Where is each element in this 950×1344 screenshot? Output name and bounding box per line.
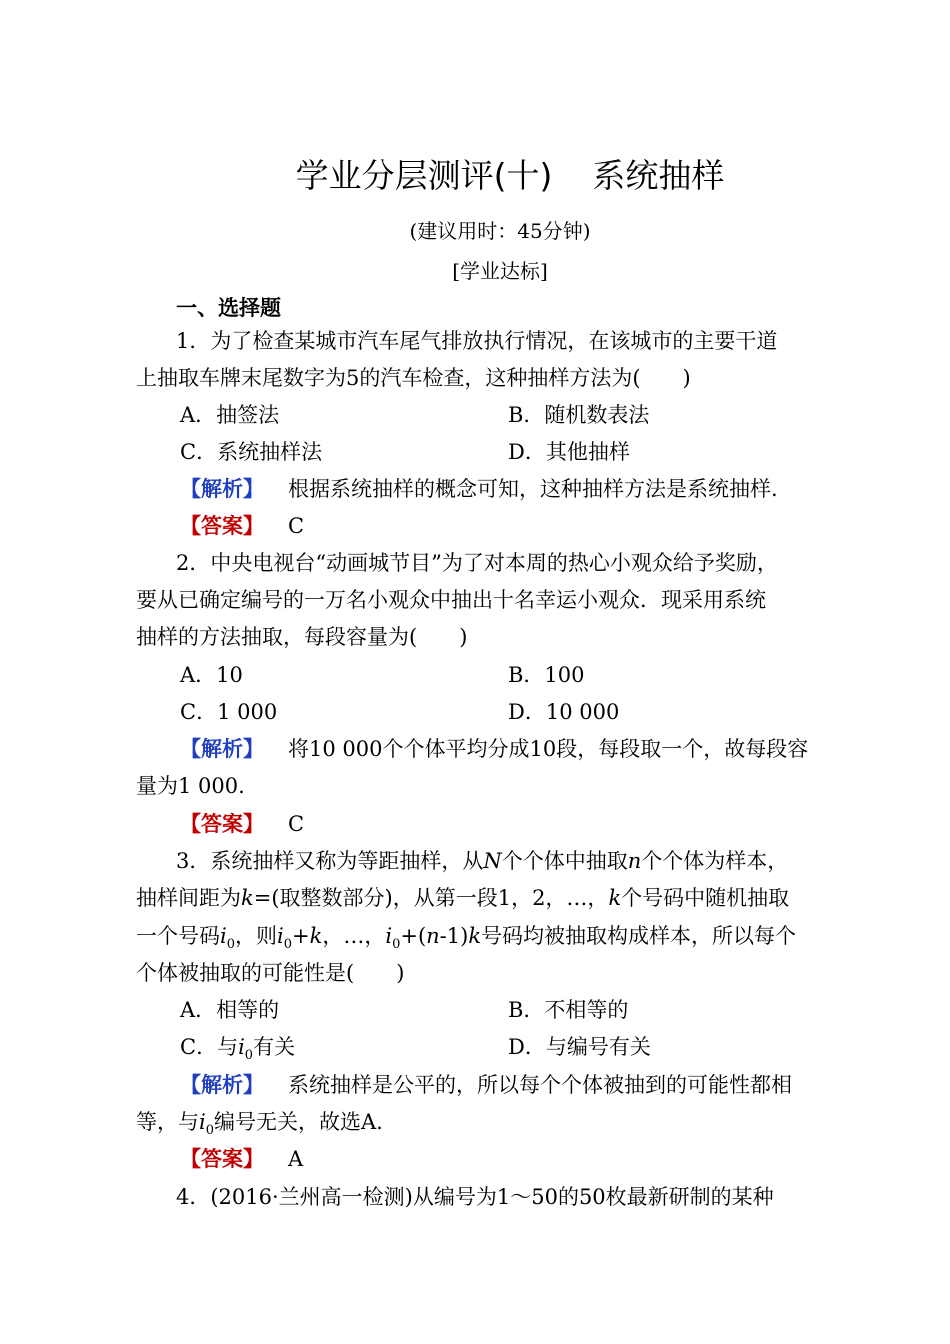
q2-line2: 要从已确定编号的一万名小观众中抽出十名幸运小观众．现采用系统 [136,588,766,612]
q3-option-b: B．不相等的 [508,998,629,1022]
answer-label: 【答案】 [180,1147,264,1171]
q3-analysis [180,1069,870,1101]
answer-label: 【答案】 [180,514,264,538]
q2-analysis-line2: 量为1 000. [136,774,245,798]
q2-option-c: C．1 000 [180,700,278,724]
q3-analysis-line2: 等，与$i_0$编号无关，故选A. [136,1110,383,1139]
level-heading: [学业达标] [452,259,548,283]
q3-line3: 一个号码$i_0$，则$i_0+k$，…，$i_0+(n-1)k$号码均被抽取构成样本，所以每个 [136,924,797,953]
q1-analysis [180,473,870,505]
q3-line2: 抽样间距为k=(取整数部分)，从第一段1，2，…，k个号码中随机抽取 [136,886,790,910]
q1-line1: 1．为了检查某城市汽车尾气排放执行情况，在该城市的主要干道 [176,329,778,353]
answer-label: 【答案】 [180,812,264,836]
q1-answer [180,510,870,542]
section-heading: 一、选择题 [176,296,281,320]
q2-line3: 抽样的方法抽取，每段容量为( ) [136,625,468,649]
q2-option-a: A．10 [180,663,243,687]
title-main: 学业分层测评(十) [295,156,553,195]
q3-answer [180,1143,870,1175]
q3-analysis-text: 系统抽样是公平的，所以每个个体被抽到的可能性都相 [288,1073,792,1097]
q3-option-a: A．相等的 [180,998,280,1022]
q2-option-b: B．100 [508,663,585,687]
q1-option-c: C．系统抽样法 [180,440,323,464]
q3-option-d: D．与编号有关 [508,1035,651,1059]
title-sub: 系统抽样 [592,156,725,195]
analysis-label: 【解析】 [180,477,264,501]
q1-answer-text: C [288,514,305,538]
analysis-label: 【解析】 [180,1073,264,1097]
q3-answer-text: A [288,1147,304,1171]
q1-option-b: B．随机数表法 [508,403,650,427]
q1-option-a: A．抽签法 [180,403,280,427]
q2-analysis [180,733,870,765]
q2-answer-text: C [288,812,305,836]
suggested-time: (建议用时：45分钟) [409,219,591,243]
q1-option-d: D．其他抽样 [508,440,630,464]
q2-option-d: D．10 000 [508,700,620,724]
q1-analysis-text: 根据系统抽样的概念可知，这种抽样方法是系统抽样. [288,477,778,501]
q3-line1: 3．系统抽样又称为等距抽样，从N个个体中抽取n个个体为样本， [176,849,789,873]
page-title [0,150,950,197]
q4-line1: 4．(2016·兰州高一检测)从编号为1～50的50枚最新研制的某种 [176,1185,774,1209]
q2-answer [180,808,870,840]
q2-analysis-text: 将10 000个个体平均分成10段，每段取一个，故每段容 [288,737,809,761]
q3-option-c: C．与$i_0$有关 [180,1035,296,1064]
q3-line4: 个体被抽取的可能性是( ) [136,961,405,985]
q2-line1: 2．中央电视台“动画城节目”为了对本周的热心小观众给予奖励， [176,551,778,575]
analysis-label: 【解析】 [180,737,264,761]
q1-line2: 上抽取车牌末尾数字为5的汽车检查，这种抽样方法为( ) [136,366,691,390]
